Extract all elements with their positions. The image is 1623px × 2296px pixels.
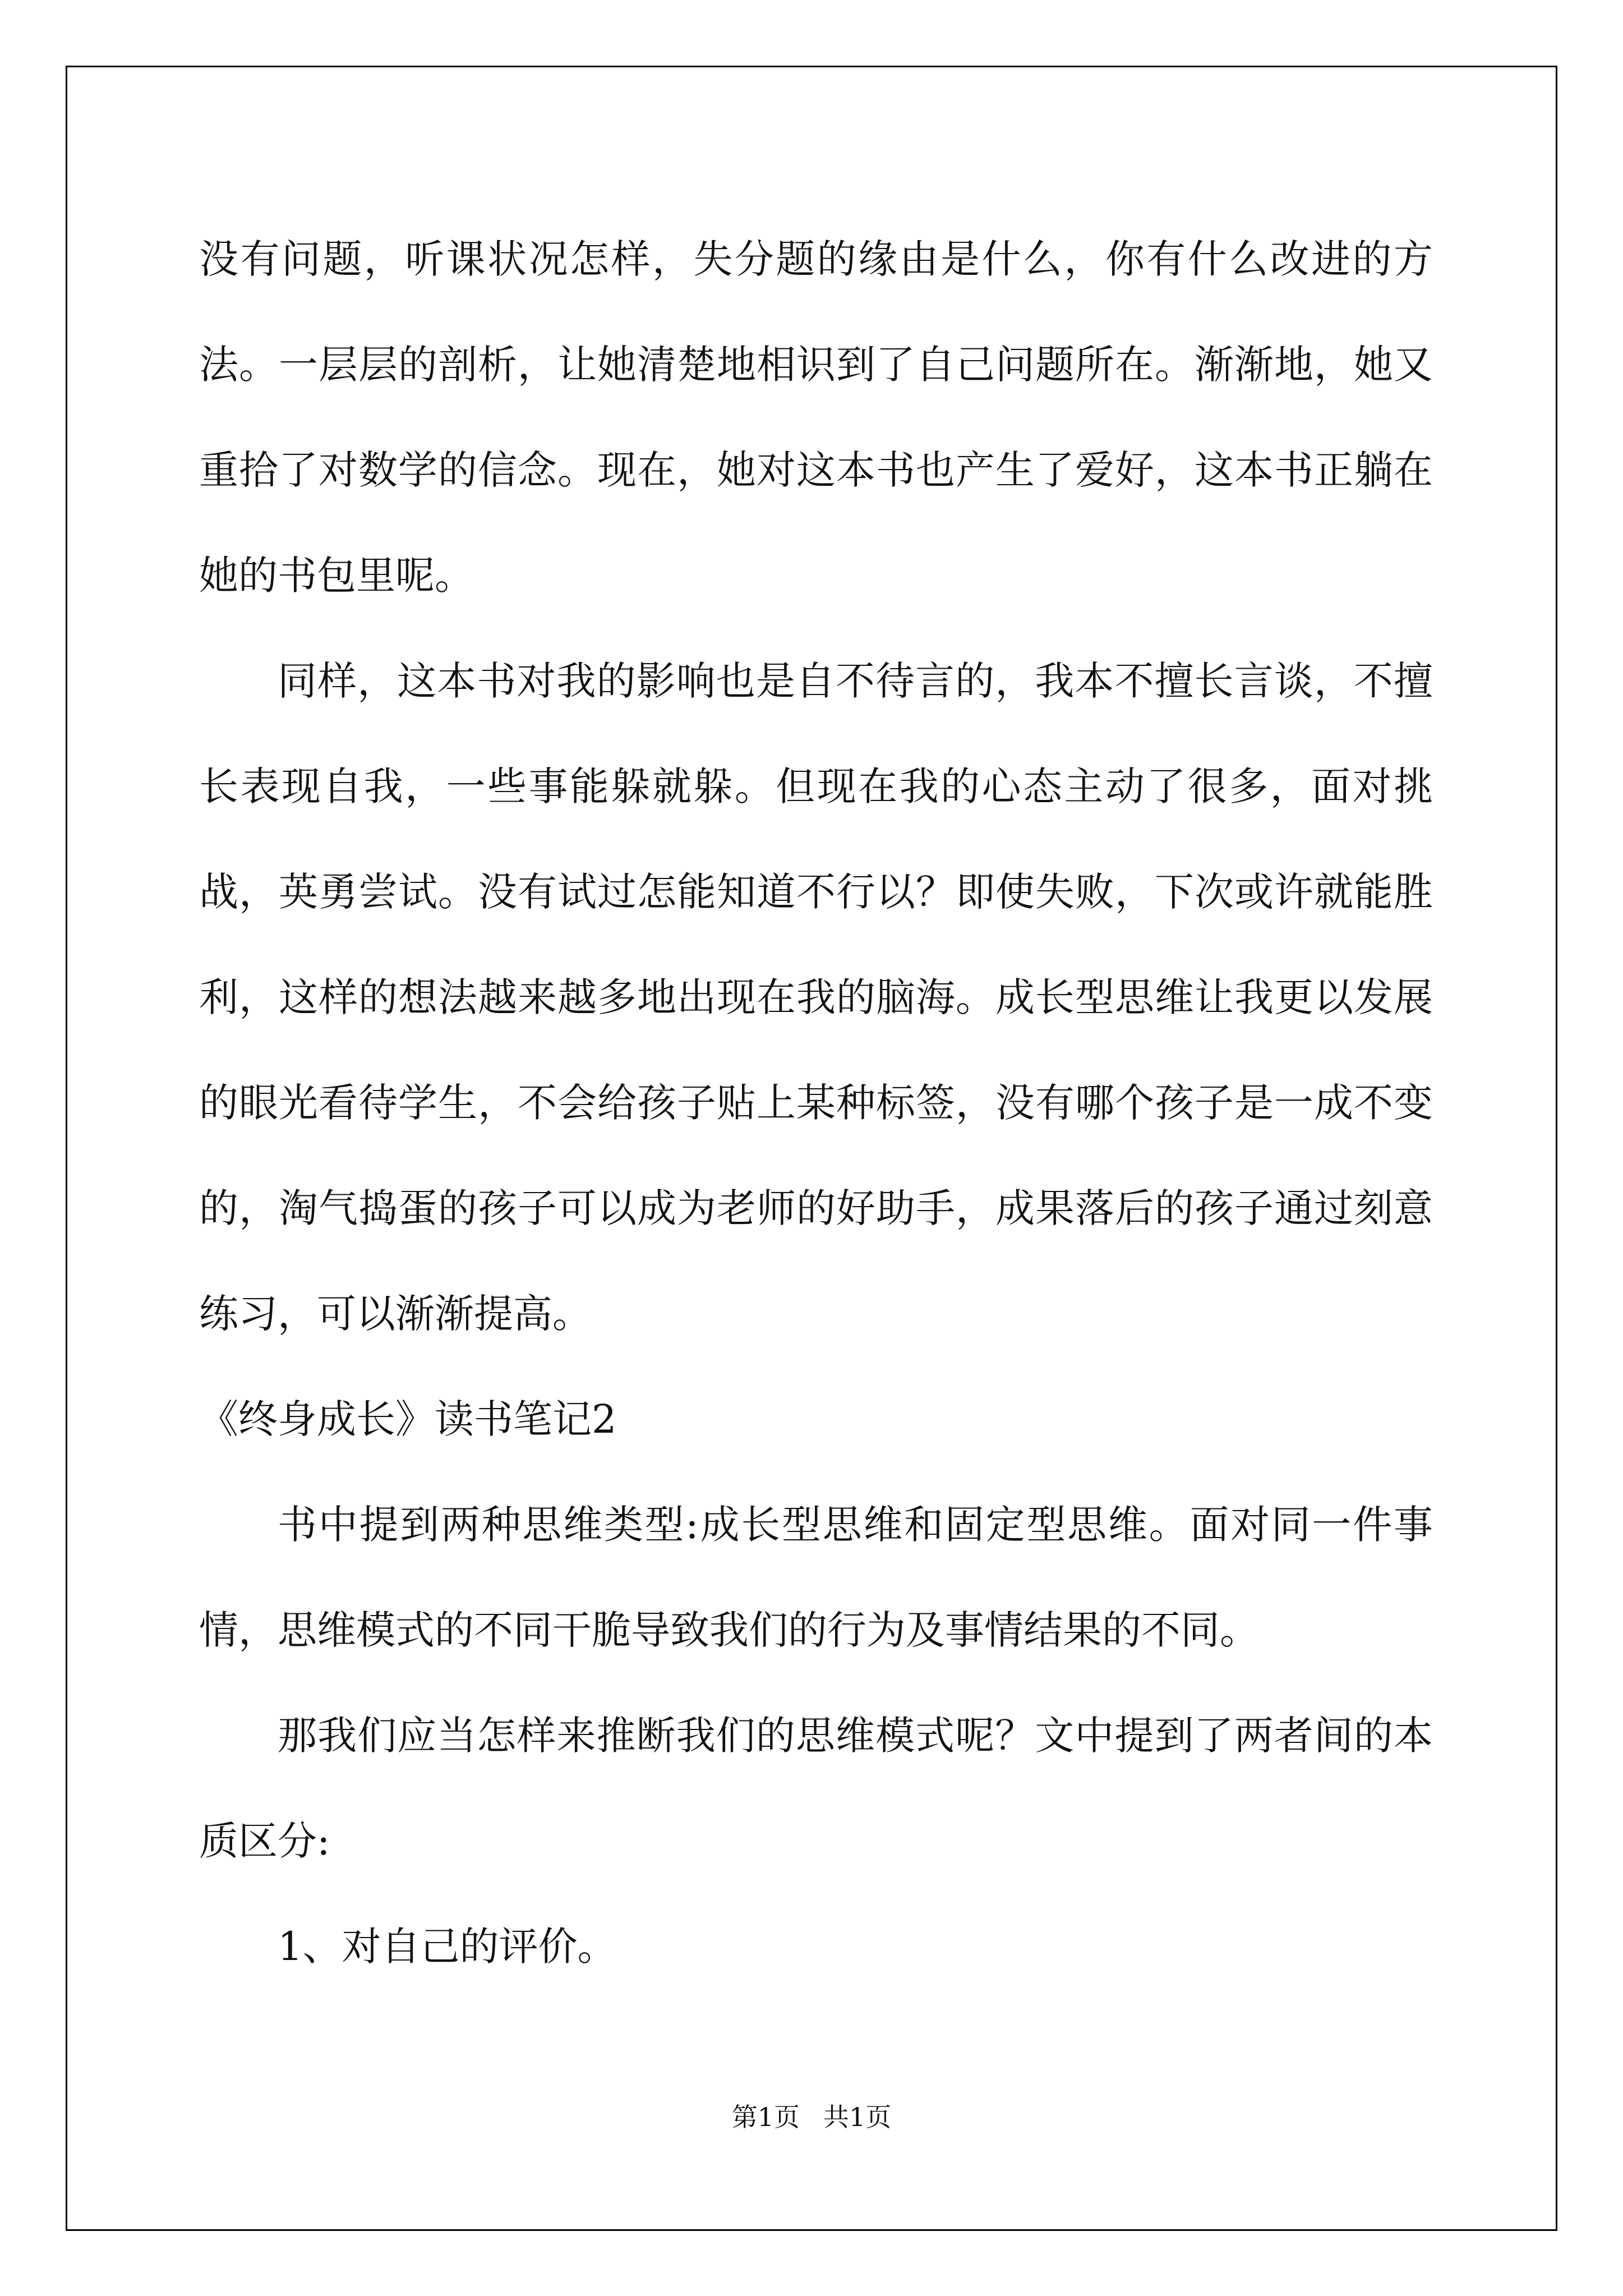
page-number: 第1页 bbox=[731, 2102, 800, 2132]
paragraph-3: 书中提到两种思维类型:成长型思维和固定型思维。面对同一件事情，思维模式的不同干脆导致我们的行为及事情结果的不同。 bbox=[199, 1502, 1433, 1653]
page-footer bbox=[0, 2097, 1623, 2134]
section-heading: 《终身成长》读书笔记2 bbox=[199, 1396, 617, 1442]
paragraph-1: 没有问题，听课状况怎样，失分题的缘由是什么，你有什么改进的方法。一层层的剖析，让她清楚地相识到了自己问题所在。渐渐地，她又重拾了对数学的信念。现在，她对这本书也产生了爱好，这本书正躺在她的书包里呢。 bbox=[199, 236, 1433, 599]
paragraph-2: 同样，这本书对我的影响也是自不待言的，我本不擅长言谈，不擅长表现自我，一些事能躲就躲。但现在我的心态主动了很多，面对挑战，英勇尝试。没有试过怎能知道不行以？即使失败，下次或许就能胜利，这样的想法越来越多地出现在我的脑海。成长型思维让我更以发展的眼光看待学生，不会给孩子贴上某种标签，没有哪个孩子是一成不变的，淘气捣蛋的孩子可以成为老师的好助手，成果落后的孩子通过刻意练习，可以渐渐提高。 bbox=[199, 658, 1433, 1337]
paragraph-4: 那我们应当怎样来推断我们的思维模式呢？文中提到了两者间的本质区分: bbox=[199, 1713, 1433, 1864]
page-total: 共1页 bbox=[823, 2102, 892, 2132]
document-body bbox=[199, 206, 1433, 1999]
paragraph-5: 1、对自己的评价。 bbox=[278, 1924, 617, 1970]
